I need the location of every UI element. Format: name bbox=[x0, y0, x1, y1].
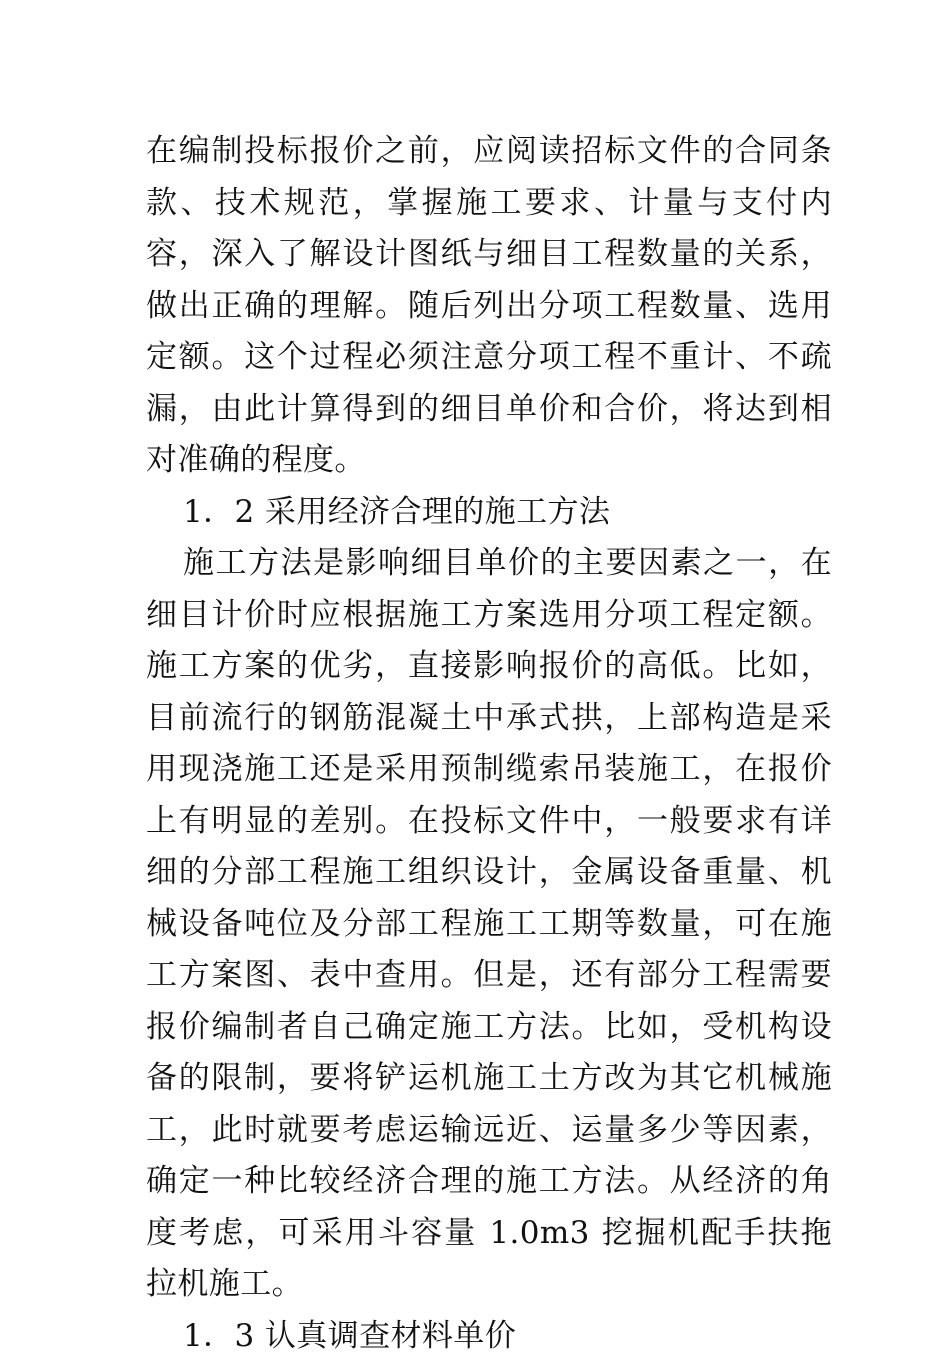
section-heading: 1．2 采用经济合理的施工方法 bbox=[146, 487, 832, 539]
body-paragraph: 在编制投标报价之前，应阅读招标文件的合同条款、技术规范，掌握施工要求、计量与支付内容，深入了解设计图纸与细目工程数量的关系，做出正确的理解。随后列出分项工程数量、选用定额。这个过程必须注意分项工程不重计、不疏漏，由此计算得到的细目单价和合价，将达到相对准确的程度。 bbox=[146, 126, 832, 487]
body-paragraph: 施工方法是影响细目单价的主要因素之一，在细目计价时应根据施工方案选用分项工程定额。施工方案的优劣，直接影响报价的高低。比如，目前流行的钢筋混凝土中承式拱，上部构造是采用现浇施工还是采用预制缆索吊装施工，在报价上有明显的差别。在投标文件中，一般要求有详细的分部工程施工组织设计，金属设备重量、机械设备吨位及分部工程施工工期等数量，可在施工方案图、表中查用。但是，还有部分工程需要报价编制者自己确定施工方法。比如，受机构设备的限制，要将铲运机施工土方改为其它机械施工，此时就要考虑运输远近、运量多少等因素，确定一种比较经济合理的施工方法。从经济的角度考虑，可采用斗容量 1.0m3 挖掘机配手扶拖拉机施工。 bbox=[146, 538, 832, 1311]
section-heading: 1．3 认真调查材料单价 bbox=[146, 1311, 832, 1362]
